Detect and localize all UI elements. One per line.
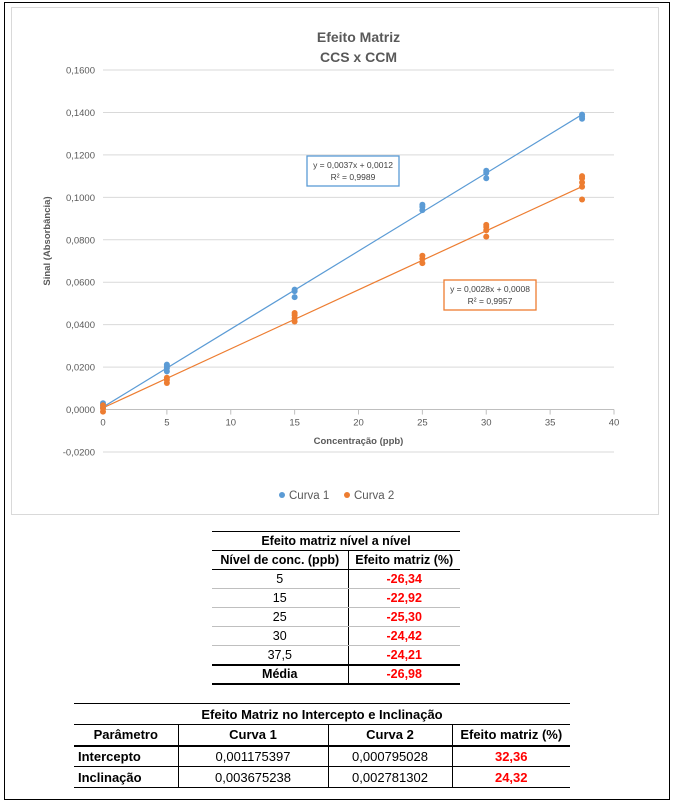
equation-label-1: y = 0,0037x + 0,0012: [313, 160, 393, 170]
table-row: [74, 767, 570, 788]
curve1-header: Curva 1: [178, 725, 328, 746]
data-point-curva-1: [292, 294, 298, 300]
level-cell: 37,5: [212, 646, 348, 665]
x-tick-label: 35: [544, 417, 556, 429]
data-point-curva-2: [483, 222, 489, 228]
y-tick-label: 0,1000: [65, 192, 95, 204]
chart-title: Efeito Matriz: [316, 29, 401, 45]
legend-marker-2: [344, 492, 350, 498]
effect-value: 24,32: [452, 767, 570, 788]
data-point-curva-2: [579, 196, 585, 202]
param-table-caption: Efeito Matriz no Intercepto e Inclinação: [74, 704, 570, 725]
y-tick-label: 0,1400: [65, 107, 95, 119]
level-effect-table: [212, 531, 460, 685]
effect-header: Efeito matriz (%): [452, 725, 570, 746]
data-point-curva-2: [164, 375, 170, 381]
effect-cell: -22,92: [348, 589, 460, 608]
r2-label-2: R² = 0,9957: [467, 296, 513, 306]
y-tick-label: 0,1200: [65, 150, 95, 162]
curve2-header: Curva 2: [328, 725, 452, 746]
legend-label-1: Curva 1: [289, 490, 330, 502]
x-tick-label: 20: [353, 417, 364, 429]
curve1-value: 0,003675238: [178, 767, 328, 788]
level-table-caption: Efeito matriz nível a nível: [212, 532, 460, 551]
x-tick-label: 10: [225, 417, 237, 429]
data-point-curva-1: [164, 362, 170, 368]
data-point-curva-2: [483, 234, 489, 240]
r2-label-1: R² = 0,9989: [330, 172, 376, 182]
table-row: [212, 646, 460, 665]
x-axis-title: Concentração (ppb): [313, 436, 404, 447]
data-point-curva-1: [483, 168, 489, 174]
chart-container: [11, 7, 659, 515]
x-tick-label: 40: [608, 417, 620, 429]
data-point-curva-2: [292, 310, 298, 316]
x-tick-label: 15: [289, 417, 300, 429]
data-point-curva-1: [419, 202, 425, 208]
effect-header: Efeito matriz (%): [348, 551, 460, 570]
table-row: [212, 608, 460, 627]
legend-marker-1: [279, 492, 285, 498]
effect-value: 32,36: [452, 746, 570, 767]
table-row: [74, 746, 570, 767]
x-tick-label: 0: [100, 417, 106, 429]
chart-subtitle: CCS x CCM: [319, 49, 398, 65]
level-cell: 25: [212, 608, 348, 627]
curve1-value: 0,001175397: [178, 746, 328, 767]
level-header: Nível de conc. (ppb): [212, 551, 348, 570]
table-row: [212, 589, 460, 608]
level-cell: 15: [212, 589, 348, 608]
table-row: [212, 627, 460, 646]
data-point-curva-2: [419, 253, 425, 259]
data-point-curva-2: [100, 402, 106, 408]
curve2-value: 0,002781302: [328, 767, 452, 788]
parameter-effect-table: [74, 703, 570, 788]
data-point-curva-1: [292, 287, 298, 293]
data-point-curva-2: [579, 173, 585, 179]
average-value: -26,98: [348, 665, 460, 684]
data-point-curva-1: [579, 112, 585, 118]
y-tick-label: 0,0400: [65, 320, 95, 332]
effect-cell: -24,21: [348, 646, 460, 665]
y-tick-label: 0,1600: [65, 65, 95, 77]
equation-label-2: y = 0,0028x + 0,0008: [450, 284, 530, 294]
y-tick-label: 0,0600: [65, 277, 95, 289]
y-axis-title: Sinal (Absorbância): [42, 196, 53, 286]
effect-cell: -26,34: [348, 570, 460, 589]
page-frame: [4, 2, 670, 800]
average-row: [212, 665, 460, 684]
effect-cell: -24,42: [348, 627, 460, 646]
table-row: [212, 570, 460, 589]
param-name: Inclinação: [74, 767, 178, 788]
x-tick-label: 5: [164, 417, 170, 429]
y-tick-label: 0,0000: [65, 405, 95, 417]
data-point-curva-1: [483, 175, 489, 181]
average-label: Média: [212, 665, 348, 684]
y-tick-label: -0,0200: [62, 447, 95, 459]
x-tick-label: 30: [480, 417, 492, 429]
effect-cell: -25,30: [348, 608, 460, 627]
level-cell: 30: [212, 627, 348, 646]
x-tick-label: 25: [417, 417, 428, 429]
param-name: Intercepto: [74, 746, 178, 767]
param-header: Parâmetro: [74, 725, 178, 746]
legend-label-2: Curva 2: [354, 490, 395, 502]
curve2-value: 0,000795028: [328, 746, 452, 767]
scatter-chart: [12, 8, 660, 516]
level-cell: 5: [212, 570, 348, 589]
y-tick-label: 0,0200: [65, 362, 95, 374]
y-tick-label: 0,0800: [65, 235, 95, 247]
